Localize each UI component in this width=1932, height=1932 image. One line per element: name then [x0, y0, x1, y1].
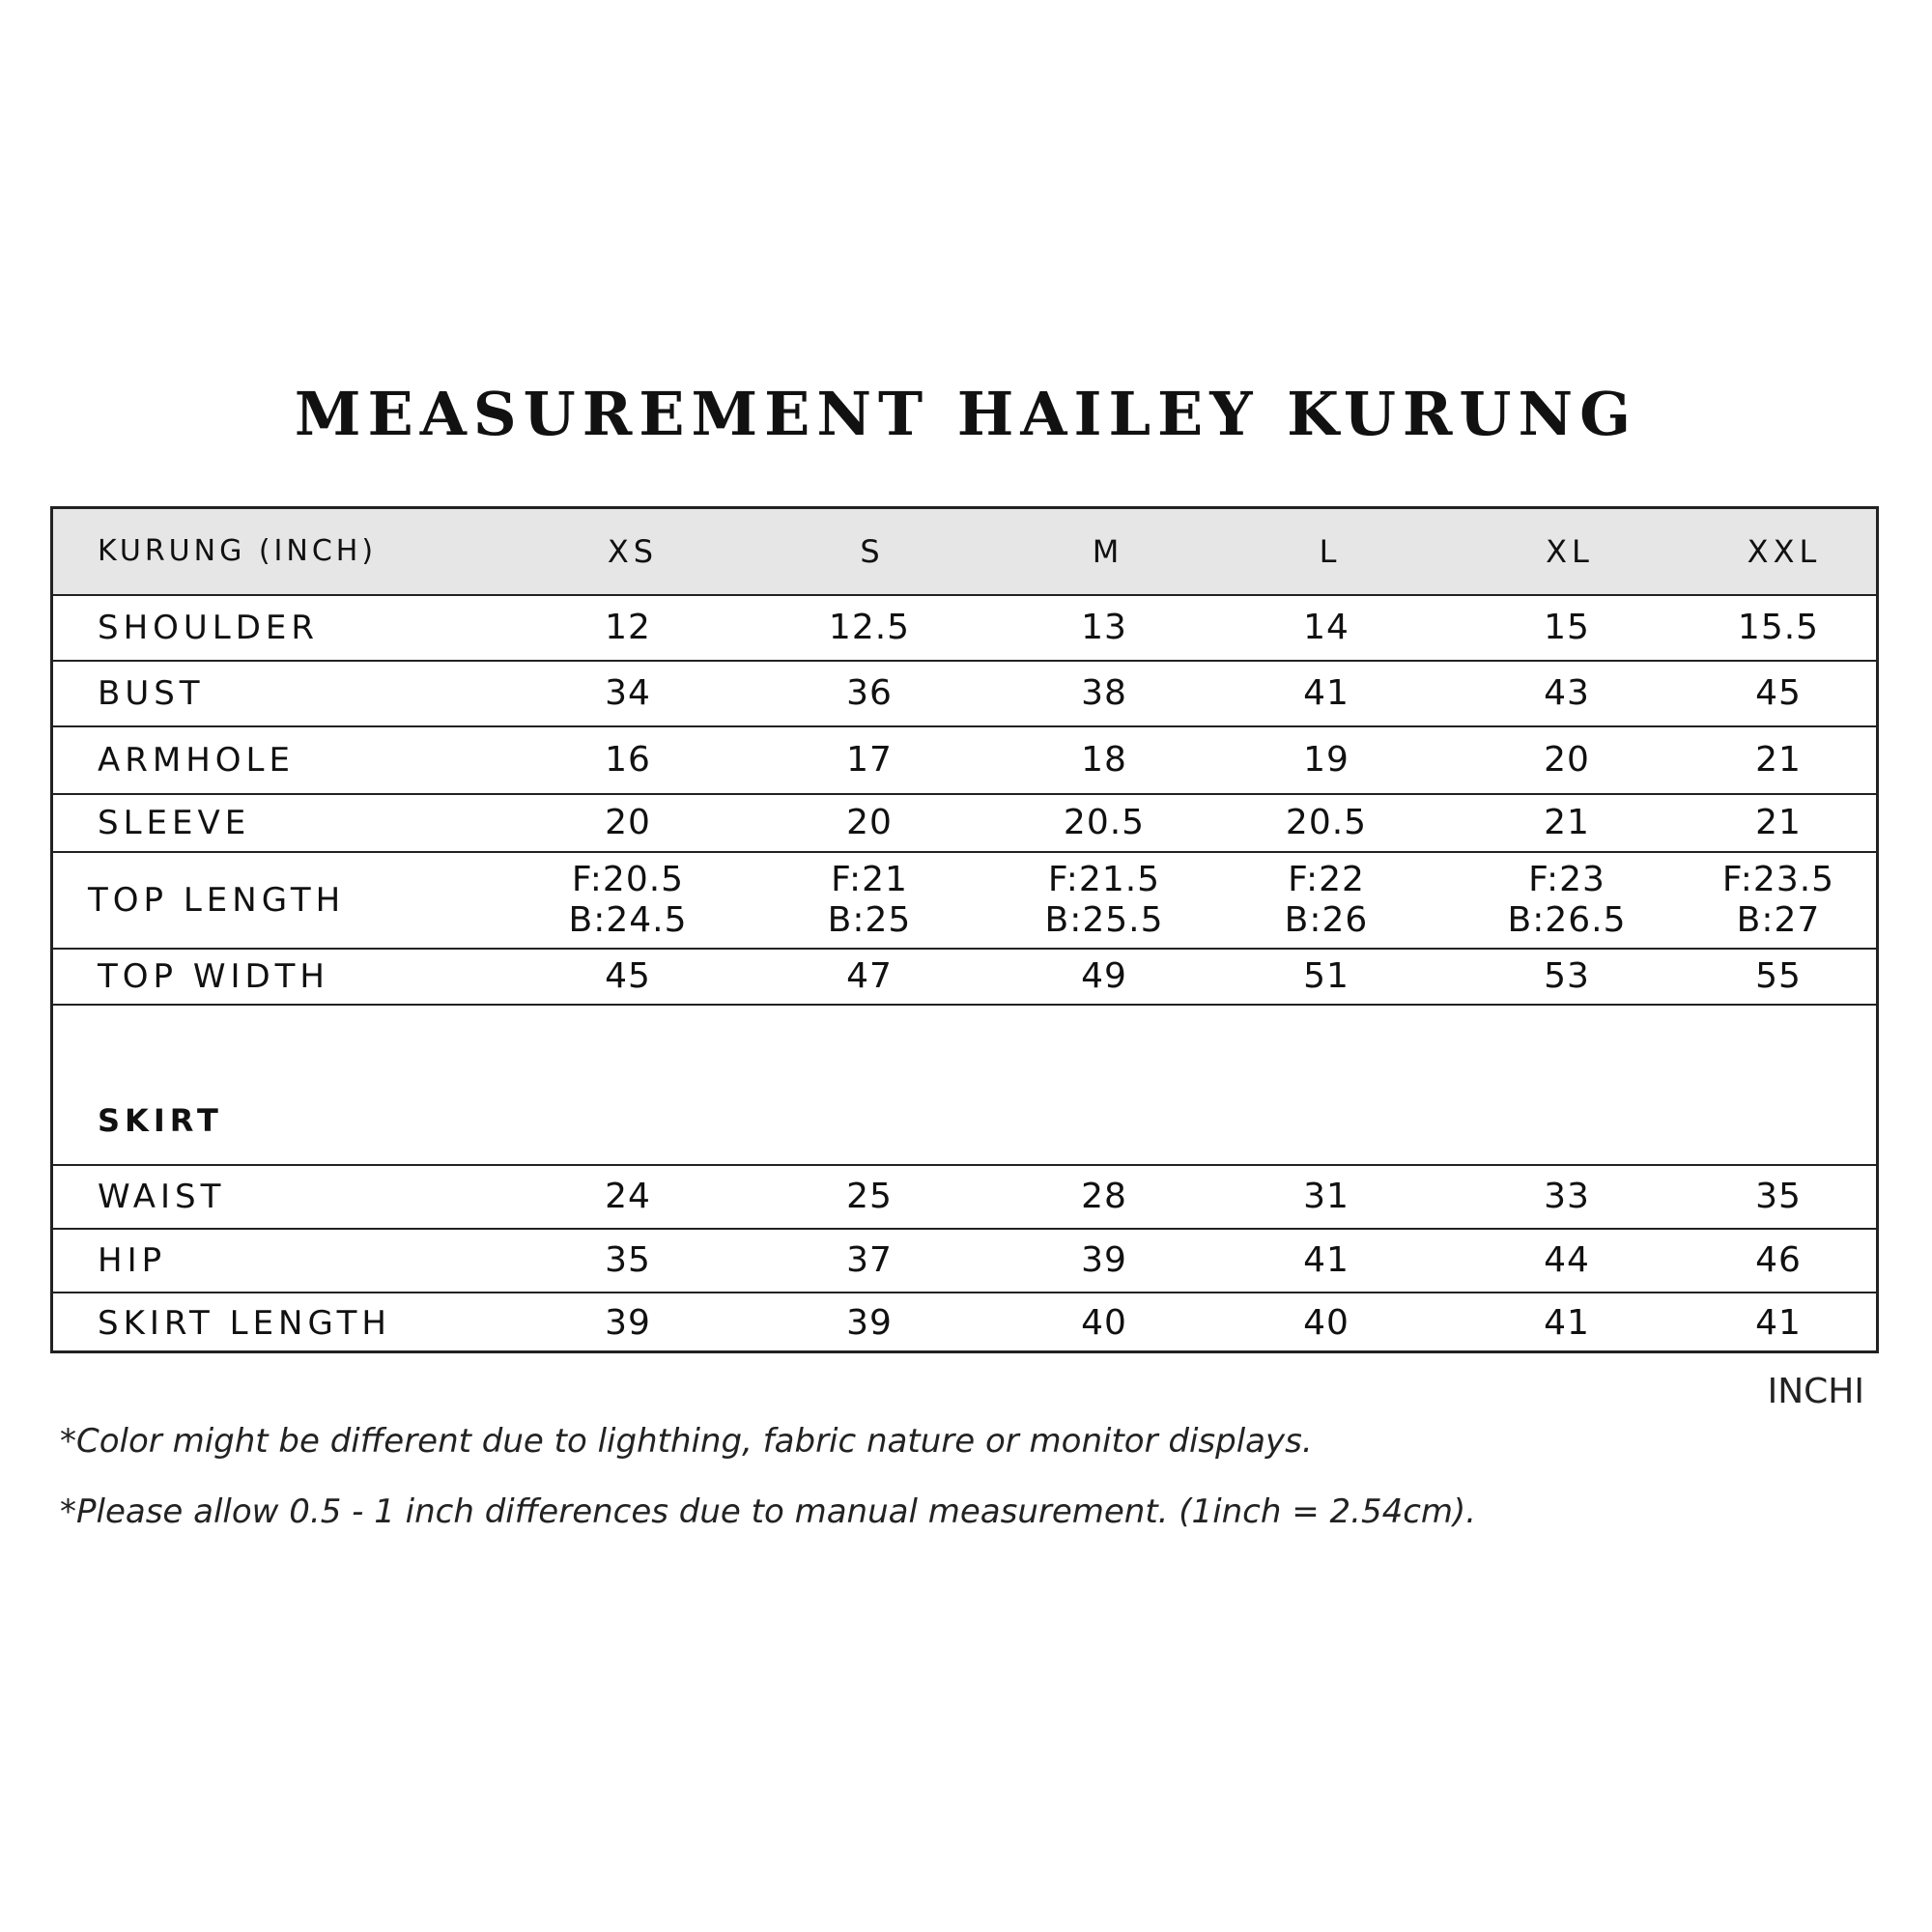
table-cell: 21 — [1755, 740, 1802, 780]
table-cell: 20 — [1544, 740, 1590, 780]
table-row — [53, 795, 1876, 853]
table-cell: 17 — [846, 740, 893, 780]
table-row — [53, 596, 1876, 662]
row-label: SKIRT LENGTH — [98, 1304, 391, 1343]
table-cell: 44 — [1544, 1240, 1590, 1280]
table-cell: 39 — [846, 1303, 893, 1343]
row-label: HIP — [98, 1241, 167, 1280]
table-cell: 12 — [605, 608, 651, 647]
table-cell: 18 — [1081, 740, 1127, 780]
table-cell: 19 — [1303, 740, 1350, 780]
row-label: WAIST — [98, 1178, 226, 1216]
front-length: F:22 — [1288, 860, 1365, 899]
size-header-xl: XL — [1546, 533, 1594, 570]
table-cell: 14 — [1303, 608, 1350, 647]
back-length: B:25.5 — [1044, 900, 1164, 940]
row-label: SLEEVE — [98, 804, 251, 842]
table-cell: 39 — [1081, 1240, 1127, 1280]
table-cell: 33 — [1544, 1177, 1590, 1216]
back-length: B:26.5 — [1507, 900, 1627, 940]
table-cell: 53 — [1544, 956, 1590, 996]
size-header-xxl: XXL — [1747, 533, 1822, 570]
table-row — [53, 727, 1876, 795]
table-row — [53, 853, 1876, 950]
back-length: B:25 — [827, 900, 912, 940]
table-cell: 20 — [605, 803, 651, 842]
table-cell — [753, 853, 985, 948]
table-cell: 41 — [1755, 1303, 1802, 1343]
table-cell: 46 — [1755, 1240, 1802, 1280]
table-cell: 36 — [846, 673, 893, 713]
size-header-s: S — [860, 533, 885, 570]
table-cell: 20.5 — [1285, 803, 1368, 842]
table-cell: 38 — [1081, 673, 1127, 713]
table-cell: 47 — [846, 956, 893, 996]
page-title: MEASUREMENT HAILEY KURUNG — [294, 379, 1638, 449]
section-title-skirt: SKIRT — [98, 1102, 223, 1139]
table-cell: 25 — [846, 1177, 893, 1216]
table-cell: 13 — [1081, 608, 1127, 647]
table-cell: 55 — [1755, 956, 1802, 996]
table-header-row — [53, 509, 1876, 596]
table-cell: 34 — [605, 673, 651, 713]
front-length: F:20.5 — [571, 860, 685, 899]
table-cell: 37 — [846, 1240, 893, 1280]
back-length: B:24.5 — [568, 900, 688, 940]
table-cell: 45 — [605, 956, 651, 996]
row-label: TOP WIDTH — [98, 957, 330, 996]
table-cell: 31 — [1303, 1177, 1350, 1216]
unit-label: INCHI — [1767, 1372, 1864, 1411]
table-row — [53, 950, 1876, 1006]
table-cell — [512, 853, 744, 948]
table-cell: 51 — [1303, 956, 1350, 996]
front-length: F:23 — [1528, 860, 1605, 899]
table-cell: 21 — [1755, 803, 1802, 842]
table-cell: 20 — [846, 803, 893, 842]
table-cell: 35 — [605, 1240, 651, 1280]
header-label: KURUNG (INCH) — [98, 534, 378, 568]
table-cell: 35 — [1755, 1177, 1802, 1216]
table-cell: 16 — [605, 740, 651, 780]
table-cell — [988, 853, 1220, 948]
table-cell: 41 — [1303, 673, 1350, 713]
table-cell: 41 — [1544, 1303, 1590, 1343]
table-cell: 45 — [1755, 673, 1802, 713]
table-cell: 39 — [605, 1303, 651, 1343]
table-cell — [1451, 853, 1683, 948]
table-cell: 40 — [1303, 1303, 1350, 1343]
table-cell: 28 — [1081, 1177, 1127, 1216]
table-cell: 40 — [1081, 1303, 1127, 1343]
size-header-xs: XS — [607, 533, 659, 570]
table-cell: 15.5 — [1737, 608, 1820, 647]
row-label: SHOULDER — [98, 609, 320, 647]
front-length: F:21.5 — [1047, 860, 1161, 899]
note-measurement-disclaimer: *Please allow 0.5 - 1 inch differences due to manual measurement. (1inch = 2.54cm). — [60, 1492, 1477, 1531]
table-row — [53, 1293, 1876, 1353]
skirt-section-row — [53, 1006, 1876, 1166]
row-label: ARMHOLE — [98, 741, 295, 780]
size-header-m: M — [1092, 533, 1124, 570]
table-cell: 15 — [1544, 608, 1590, 647]
note-color-disclaimer: *Color might be different due to lighthing, fabric nature or monitor displays. — [60, 1422, 1313, 1461]
table-cell: 43 — [1544, 673, 1590, 713]
row-label: TOP LENGTH — [88, 881, 346, 920]
table-cell: 24 — [605, 1177, 651, 1216]
front-length: F:21 — [831, 860, 908, 899]
row-label: BUST — [98, 674, 205, 713]
size-chart-table — [50, 506, 1879, 1353]
front-length: F:23.5 — [1721, 860, 1835, 899]
table-cell — [1210, 853, 1442, 948]
table-cell: 49 — [1081, 956, 1127, 996]
back-length: B:27 — [1736, 900, 1821, 940]
size-header-l: L — [1319, 533, 1342, 570]
table-row — [53, 662, 1876, 727]
back-length: B:26 — [1284, 900, 1369, 940]
table-cell — [1682, 853, 1875, 948]
table-cell: 20.5 — [1063, 803, 1146, 842]
table-cell: 21 — [1544, 803, 1590, 842]
table-row — [53, 1166, 1876, 1230]
table-cell: 12.5 — [828, 608, 911, 647]
table-cell: 41 — [1303, 1240, 1350, 1280]
table-row — [53, 1230, 1876, 1293]
